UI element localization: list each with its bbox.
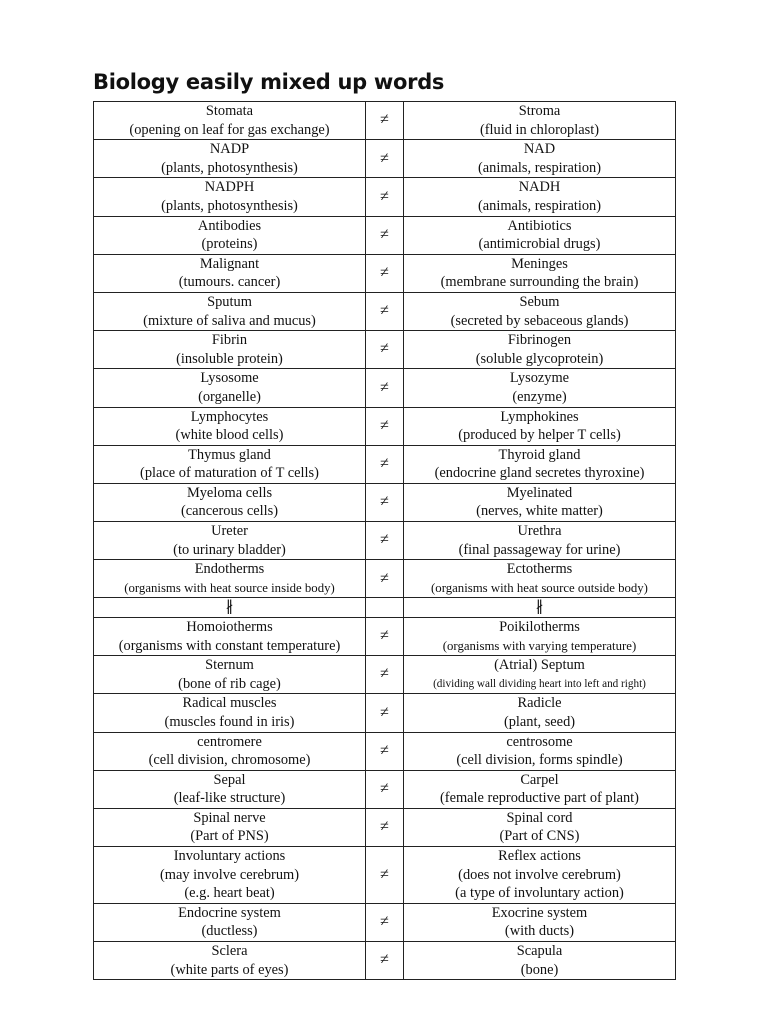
term-description: (cell division, forms spindle) [456, 752, 623, 769]
term-cell-right [404, 560, 676, 598]
not-parallel-symbol: ∦ [94, 598, 366, 618]
term-name: Malignant [199, 255, 260, 272]
term-cell-right [404, 216, 676, 254]
term-description: (organisms with heat source inside body) [124, 580, 335, 595]
term-name: centrosome [506, 733, 573, 750]
term-cell-right [404, 942, 676, 980]
term-cell-left [94, 178, 366, 216]
term-cell-right [404, 254, 676, 292]
term-name: centromere [197, 733, 262, 750]
table-row [94, 770, 676, 808]
term-cell-left [94, 254, 366, 292]
not-equal-symbol: ≠ [366, 369, 404, 407]
term-name: Endocrine system [178, 904, 281, 921]
term-cell-left [94, 369, 366, 407]
term-description: (secreted by sebaceous glands) [450, 312, 629, 329]
table-row [94, 656, 676, 694]
term-name: Sebum [519, 294, 560, 311]
term-description: (plants, photosynthesis) [161, 159, 298, 176]
table-row [94, 102, 676, 140]
not-equal-symbol: ≠ [366, 102, 404, 140]
table-row [94, 216, 676, 254]
not-equal-symbol: ≠ [366, 331, 404, 369]
term-description: (white blood cells) [175, 427, 284, 444]
term-cell-left [94, 407, 366, 445]
not-equal-symbol: ≠ [366, 140, 404, 178]
term-name: NADPH [204, 179, 255, 196]
term-name: Reflex actions [498, 848, 581, 865]
term-description: (membrane surrounding the brain) [440, 274, 639, 291]
term-name: Antibiotics [507, 217, 572, 234]
term-cell-right [404, 331, 676, 369]
term-name: Exocrine system [491, 904, 588, 921]
not-equal-symbol: ≠ [366, 732, 404, 770]
term-cell-right [404, 847, 676, 904]
term-cell-right [404, 522, 676, 560]
separator-row [94, 598, 676, 618]
term-name: Lymphokines [500, 408, 579, 425]
term-name: Radical muscles [182, 695, 277, 712]
table-row [94, 140, 676, 178]
table-row [94, 732, 676, 770]
table-row [94, 331, 676, 369]
term-cell-right [404, 102, 676, 140]
table-row [94, 903, 676, 941]
table-row [94, 369, 676, 407]
term-description: (tumours. cancer) [178, 274, 281, 291]
term-description: (enzyme) [512, 388, 567, 405]
term-name: Sternum [205, 657, 254, 674]
term-name: Antibodies [197, 217, 262, 234]
term-cell-right [404, 292, 676, 330]
term-cell-right [404, 732, 676, 770]
table-row [94, 560, 676, 598]
term-description: (bone) [520, 961, 559, 978]
not-equal-symbol: ≠ [366, 847, 404, 904]
not-equal-symbol: ≠ [366, 522, 404, 560]
term-name: Lysozyme [509, 370, 570, 387]
term-cell-left [94, 292, 366, 330]
term-name: Lymphocytes [190, 408, 269, 425]
term-description: (organisms with constant temperature) [118, 637, 341, 654]
term-cell-left [94, 656, 366, 694]
term-description: (Part of CNS) [499, 828, 580, 845]
term-description: (insoluble protein) [176, 350, 283, 367]
term-name: Spinal cord [506, 809, 573, 826]
term-cell-left [94, 331, 366, 369]
term-description: (dividing wall dividing heart into left and right) [433, 677, 646, 690]
not-equal-symbol: ≠ [366, 560, 404, 598]
term-cell-left [94, 617, 366, 655]
term-name: Involuntary actions [173, 848, 286, 865]
separator-cell-mid [366, 598, 404, 618]
term-description: (soluble glycoprotein) [475, 350, 604, 367]
not-equal-symbol: ≠ [366, 808, 404, 846]
table-row [94, 178, 676, 216]
not-parallel-symbol: ∦ [404, 598, 676, 618]
term-description: (animals, respiration) [477, 197, 602, 214]
table-row [94, 808, 676, 846]
term-description: (cell division, chromosome) [148, 752, 311, 769]
term-description: (place of maturation of T cells) [140, 465, 319, 482]
term-name: Sputum [207, 294, 252, 311]
table-row [94, 847, 676, 904]
term-cell-right [404, 140, 676, 178]
term-name: NADP [209, 141, 250, 158]
term-description: (white parts of eyes) [170, 961, 289, 978]
not-equal-symbol: ≠ [366, 292, 404, 330]
term-description: (animals, respiration) [477, 159, 602, 176]
term-description: (plants, photosynthesis) [161, 197, 298, 214]
term-name: NAD [523, 141, 556, 158]
term-name: Homoiotherms [186, 619, 273, 636]
term-cell-left [94, 445, 366, 483]
term-description: (ductless) [201, 923, 258, 940]
term-name: Stroma [518, 103, 561, 120]
term-cell-right [404, 617, 676, 655]
table-row [94, 407, 676, 445]
term-cell-left [94, 140, 366, 178]
table-row [94, 254, 676, 292]
table-row [94, 942, 676, 980]
not-equal-symbol: ≠ [366, 617, 404, 655]
term-description: (leaf-like structure) [173, 790, 286, 807]
term-cell-left [94, 903, 366, 941]
term-description: (proteins) [201, 236, 258, 253]
table-row [94, 694, 676, 732]
term-description: (endocrine gland secretes thyroxine) [434, 465, 645, 482]
not-equal-symbol: ≠ [366, 903, 404, 941]
term-description: (does not involve cerebrum) [458, 866, 621, 883]
term-name: Myeloma cells [186, 484, 273, 501]
not-equal-symbol: ≠ [366, 656, 404, 694]
term-description: (organelle) [198, 388, 261, 405]
term-cell-left [94, 216, 366, 254]
term-cell-right [404, 770, 676, 808]
term-name: (Atrial) Septum [494, 657, 585, 674]
table-row [94, 292, 676, 330]
term-name: Myelinated [506, 484, 573, 501]
not-equal-symbol: ≠ [366, 483, 404, 521]
term-description: (organisms with varying temperature) [442, 638, 637, 653]
not-equal-symbol: ≠ [366, 254, 404, 292]
term-description: (antimicrobial drugs) [478, 236, 601, 253]
not-equal-symbol: ≠ [366, 694, 404, 732]
not-equal-symbol: ≠ [366, 178, 404, 216]
term-name: Urethra [517, 523, 562, 540]
term-cell-left [94, 942, 366, 980]
term-description: (organisms with heat source outside body) [431, 580, 648, 595]
term-description: (with ducts) [504, 923, 575, 940]
term-description: (produced by helper T cells) [458, 427, 621, 444]
term-description: (may involve cerebrum) [159, 866, 300, 883]
term-name: Thymus gland [188, 446, 271, 463]
not-equal-symbol: ≠ [366, 942, 404, 980]
table-row [94, 445, 676, 483]
term-description: (a type of involuntary action) [455, 885, 624, 902]
term-cell-right [404, 369, 676, 407]
term-cell-right [404, 483, 676, 521]
term-name: Spinal nerve [193, 809, 266, 826]
term-name: Meninges [511, 255, 568, 272]
term-description: (bone of rib cage) [178, 675, 281, 692]
table-row [94, 522, 676, 560]
term-cell-left [94, 560, 366, 598]
table-row [94, 483, 676, 521]
table-row [94, 617, 676, 655]
term-name: Endotherms [194, 561, 265, 578]
term-name: Fibrin [211, 332, 248, 349]
term-name: Thyroid gland [498, 446, 581, 463]
term-name: Carpel [520, 771, 559, 788]
term-cell-left [94, 102, 366, 140]
mixed-up-words-table [93, 101, 676, 980]
term-name: Fibrinogen [507, 332, 572, 349]
term-cell-right [404, 694, 676, 732]
term-cell-left [94, 483, 366, 521]
not-equal-symbol: ≠ [366, 445, 404, 483]
term-cell-right [404, 445, 676, 483]
term-description: (to urinary bladder) [173, 541, 286, 558]
term-description: (mixture of saliva and mucus) [143, 312, 316, 329]
term-name: Scapula [516, 943, 563, 960]
term-description: (plant, seed) [503, 713, 576, 730]
term-name: Sepal [213, 771, 246, 788]
term-cell-left [94, 732, 366, 770]
not-equal-symbol: ≠ [366, 407, 404, 445]
term-description: (muscles found in iris) [164, 713, 295, 730]
term-name: Stomata [205, 103, 254, 120]
term-name: Poikilotherms [499, 619, 580, 636]
term-name: Radicle [517, 695, 562, 712]
term-name: NADH [518, 179, 561, 196]
term-name: Ectotherms [506, 561, 573, 578]
term-cell-left [94, 694, 366, 732]
term-description: (cancerous cells) [180, 503, 279, 520]
term-description: (e.g. heart beat) [184, 885, 275, 902]
term-description: (Part of PNS) [190, 828, 269, 845]
term-name: Sclera [211, 943, 248, 960]
term-cell-right [404, 903, 676, 941]
not-equal-symbol: ≠ [366, 770, 404, 808]
term-cell-right [404, 656, 676, 694]
term-description: (nerves, white matter) [476, 503, 603, 520]
term-description: (fluid in chloroplast) [479, 121, 600, 138]
term-cell-right [404, 178, 676, 216]
term-name: Lysosome [200, 370, 259, 387]
term-cell-right [404, 407, 676, 445]
term-name: Ureter [211, 523, 248, 540]
term-cell-left [94, 847, 366, 904]
term-description: (female reproductive part of plant) [440, 790, 639, 807]
term-cell-right [404, 808, 676, 846]
term-cell-left [94, 808, 366, 846]
term-cell-left [94, 770, 366, 808]
term-description: (final passageway for urine) [458, 541, 621, 558]
term-cell-left [94, 522, 366, 560]
term-description: (opening on leaf for gas exchange) [129, 121, 330, 138]
not-equal-symbol: ≠ [366, 216, 404, 254]
document-title: Biology easily mixed up words [93, 70, 445, 94]
